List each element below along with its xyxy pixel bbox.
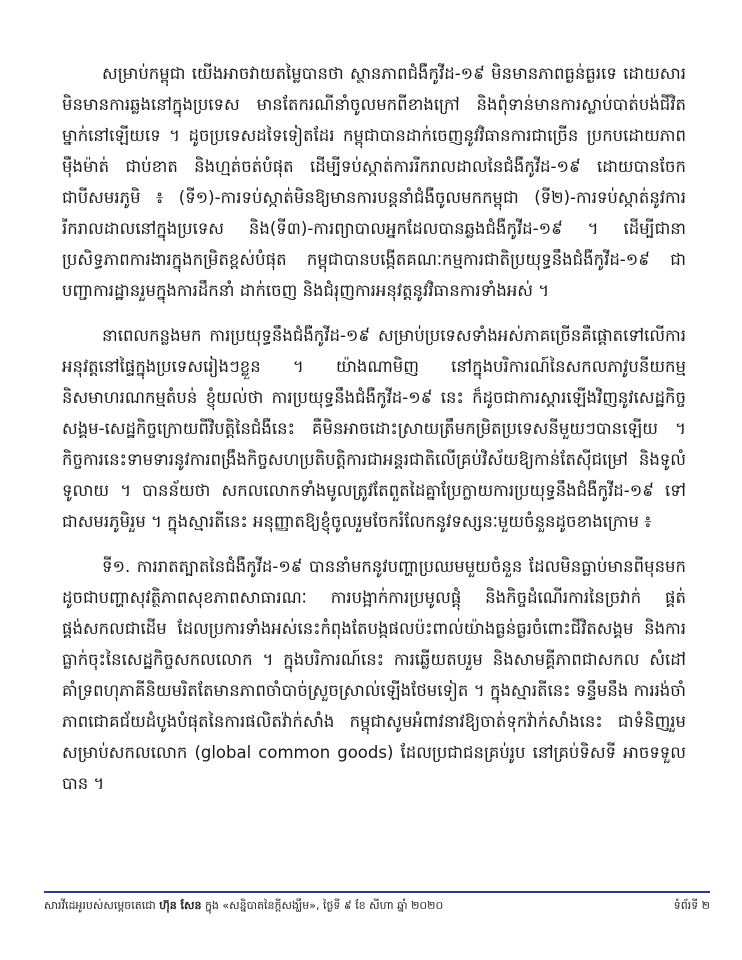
footer-middle: ក្នុង «សន្និបាតនៃក្តីសង្ឃឹម», ថ្ងៃទី ៩ ខែ សីហា ឆ្នាំ ២០២០ (204, 899, 444, 912)
paragraph-2: នាពេលកន្លងមក ការប្រយុទ្ធនឹងជំងឺកូវីដ-១៩ សម្រាប់ប្រទេសទាំងអស់ភាគច្រើនគឺផ្តោតទៅលើការអនុវត្តនៅផ្ទៃក្នុងប្រទេសរៀងៗខ្លួន ។ យ៉ាងណាមិញ នៅក្នុងបរិការណ៍នៃសកលភាវូបនីយកម្ម និសមាហរណកម្មតំបន់ ខ្ញុំយល់ថា ការប្រយុទ្ធនឹងជំងឺកូវីដ-១៩ នេះ ក៏ដូចជាការស្តារឡើងវិញនូវសេដ្ឋកិច្ចសង្គម-សេដ្ឋកិច្ចក្រោយពីវិបត្តិនៃជំងឺនេះ គឺមិនអាចដោះស្រាយត្រឹមកម្រិតប្រទេសនីមួយៗបានឡើយ ។ កិច្ចការនេះទាមទារនូវការពង្រឹងកិច្ចសហប្រតិបត្តិការជាអន្តរជាតិលើគ្រប់វិស័យឱ្យកាន់តែស៊ីជម្រៅ និងទូលំទូលាយ ។ បានន័យថា សកលលោកទាំងមូលត្រូវតែពួតដៃគ្នាប្រែក្លាយការប្រយុទ្ធនឹងជំងឺកូវីដ-១៩ ទៅជាសមរភូមិរួម ។ ក្នុងស្មារតីនេះ អនុញ្ញាតឱ្យខ្ញុំចូលរួមចែករំលែកនូវទស្សនៈមួយចំនួនដូចខាងក្រោម ៖ (62, 326, 686, 531)
paragraph-1: សម្រាប់កម្ពុជា យើងអាចវាយតម្លៃបានថា ស្ថានភាពជំងឺកូវីដ-១៩ មិនមានភាពធ្ងន់ធ្ងរទេ ដោយសារមិនមានការឆ្លងនៅក្នុងប្រទេស មានតែករណីនាំចូលមកពីខាងក្រៅ និងពុំទាន់មានការស្លាប់បាត់បង់ជីវិតម្នាក់នៅឡើយទេ ។ ដូចប្រទេសដទៃទៀតដែរ កម្ពុជាបានដាក់ចេញនូវវិធានការជាច្រើន ប្រកបដោយភាពម៉ឺងម៉ាត់ ជាប់ខាត និងហ្មត់ចត់បំផុត ដើម្បីទប់ស្កាត់ការរីករាលដាលនៃជំងឺកូវីដ-១៩ ដោយបានចែកជាបីសមរភូមិ ៖ (ទី១)-ការទប់ស្កាត់មិនឱ្យមានការបន្តនាំជំងឺចូលមកកម្ពុជា (ទី២)-ការទប់ស្កាត់នូវការរីករាលដាលនៅក្នុងប្រទេស និង(ទី៣)-ការព្យាបាលអ្នកដែលបានឆ្លងជំងឺកូវីដ-១៩ ។ ដើម្បីជានាប្រសិទ្ធភាពការងារក្នុងកម្រិតខ្ពស់បំផុត កម្ពុជាបានបង្កើតគណៈកម្មការជាតិប្រយុទ្ធនឹងជំងឺកូវីដ-១៩ ជាបញ្ជាការដ្ឋានរួមក្នុងការដឹកនាំ ដាក់ចេញ និងជំរុញការអនុវត្តនូវវិធានការទាំងអស់ ។ (62, 64, 686, 300)
footer-divider (44, 891, 710, 893)
footer-name: ហ៊ុន សែន (159, 899, 202, 912)
footer-prefix: សារវីដេអូរបស់សម្តេចតេជោ (44, 899, 156, 912)
paragraph-3: ទី១. ការរាតត្បាតនៃជំងឺកូវីដ-១៩ បាននាំមកនូវបញ្ហាប្រឈមមួយចំនួន ដែលមិនធ្លាប់មានពីមុនមក ដូចជាបញ្ហាសុវត្ថិភាពសុខភាពសាធារណៈ ការបង្អាក់ការប្រមូលផ្តុំ និងកិច្ចដំណើរការនៃច្រវាក់ ផ្គត់ផ្គង់សកលជាដើម ដែលប្រការទាំងអស់នេះកំពុងតែបង្កផលប៉ះពាល់យ៉ាងធ្ងន់ធ្ងរចំពោះជីវិតសង្គម និងការធ្លាក់ចុះនៃសេដ្ឋកិច្ចសកលលោក ។ ក្នុងបរិការណ៍នេះ ការឆ្លើយតបរួម និងសាមគ្គីភាពជាសកល សំដៅគាំទ្រពហុភាគីនិយមរិតតែមានភាពចាំបាច់ស្រួចស្រាល់ឡើងថែមទៀត ។ ក្នុងស្មារតីនេះ ទន្ទឹមនឹង ការរង់ចាំភាពជោគជ័យដំបូងបំផុតនៃការផលិតវ៉ាក់សាំង កម្ពុជាសូមអំពាវនាវឱ្យចាត់ទុកវ៉ាក់សាំងនេះ ជាទំនិញរួមសម្រាប់សកលលោក (global common goods) ដែលប្រជាជនគ្រប់រូប នៅគ្រប់ទិសទី អាចទទួលបាន ។ (62, 557, 686, 793)
page-footer (44, 895, 710, 917)
page-number: ទំព័រទី ២ (673, 899, 710, 912)
footer-caption (44, 895, 443, 917)
document-body (62, 58, 686, 878)
